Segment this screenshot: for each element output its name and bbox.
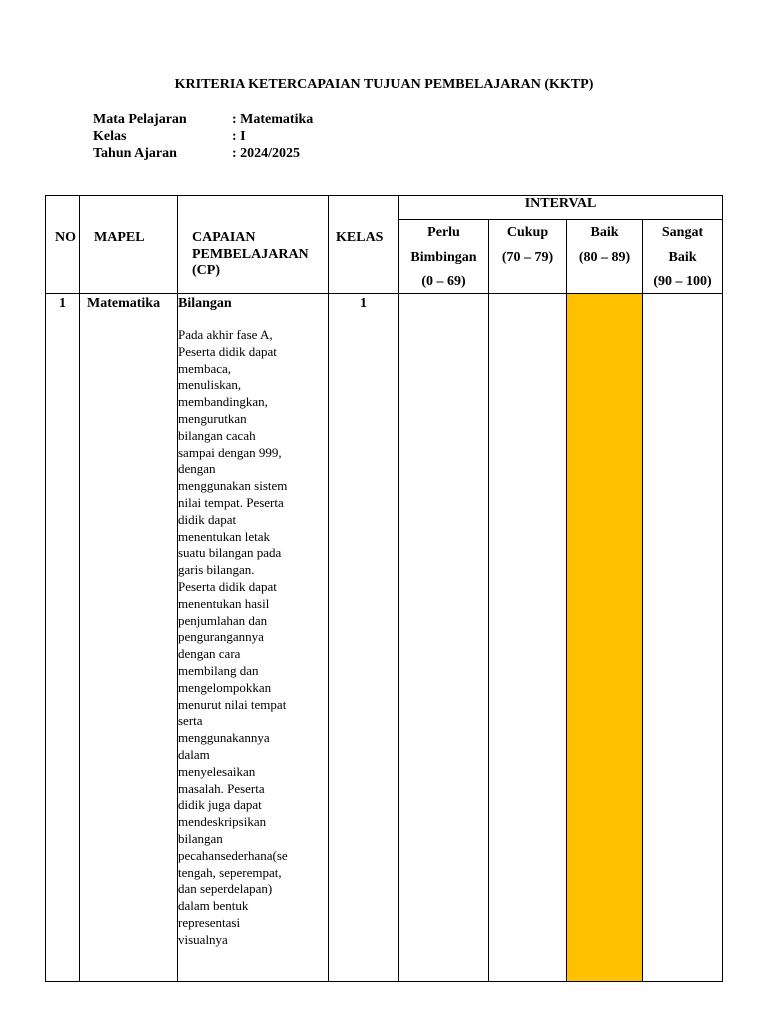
cp-line: menentukan letak [178, 528, 271, 544]
cp-line: visualnya [178, 931, 228, 947]
cp-line: dalam [178, 746, 210, 762]
col-divider [642, 219, 643, 982]
document-title: KRITERIA KETERCAPAIAN TUJUAN PEMBELAJARAN (KKTP) [174, 77, 594, 92]
col-divider [488, 219, 489, 982]
row-mapel: Matematika [87, 296, 161, 311]
cp-line: garis bilangan. [178, 562, 255, 578]
cp-line: representasi [178, 914, 241, 930]
row-cp-description [178, 327, 328, 948]
cp-line: dan seperdelapan) [178, 881, 273, 897]
cp-line: mengelompokkan [178, 679, 272, 695]
cp-line: penjumlahan dan [178, 612, 268, 628]
header-cp-line: PEMBELAJARAN [192, 246, 309, 262]
header-kelas: KELAS [336, 230, 384, 245]
cp-line: didik juga dapat [178, 797, 262, 813]
cp-line: menggunakannya [178, 730, 270, 746]
cp-line: bilangan [178, 830, 223, 846]
cp-line: dalam bentuk [178, 898, 249, 914]
row-no: 1 [59, 296, 66, 311]
table-border-right [722, 195, 723, 982]
header-line: (80 – 89) [578, 249, 631, 265]
cp-line: serta [178, 713, 203, 729]
col-divider [566, 219, 567, 982]
header-line: Cukup [506, 225, 549, 240]
header-mapel: MAPEL [94, 230, 145, 245]
header-sangat-baik [643, 221, 722, 295]
cp-line: dengan cara [178, 646, 241, 662]
cp-line: bilangan cacah [178, 427, 256, 443]
header-line: Sangat [661, 225, 704, 240]
cp-line: menggunakan sistem [178, 478, 288, 494]
meta-label: Mata Pelajaran [93, 112, 187, 127]
cp-line: membandingkan, [178, 394, 268, 410]
row-kelas: 1 [360, 296, 367, 311]
cp-line: menuliskan, [178, 377, 242, 393]
cp-line: mendeskripsikan [178, 814, 267, 830]
header-interval: INTERVAL [524, 196, 597, 211]
cp-line: masalah. Peserta [178, 780, 265, 796]
cp-line: sampai dengan 999, [178, 444, 282, 460]
meta-value: : I [232, 129, 246, 144]
header-line: Baik [668, 249, 697, 265]
cp-line: Peserta didik dapat [178, 343, 277, 359]
col-divider [328, 195, 329, 982]
cp-line: Pada akhir fase A, [178, 327, 273, 342]
header-bottom-border [45, 293, 723, 294]
cp-line: nilai tempat. Peserta [178, 494, 284, 510]
cp-line: didik dapat [178, 511, 237, 527]
header-cp-line: CAPAIAN [192, 230, 256, 245]
cp-line: menentukan hasil [178, 595, 270, 611]
header-no: NO [55, 230, 76, 245]
baik-highlight-cell [567, 294, 642, 982]
header-line: Bimbingan [410, 249, 477, 265]
header-perlu-bimbingan [399, 221, 488, 295]
interval-divider [398, 219, 723, 220]
header-line: (0 – 69) [421, 274, 466, 289]
cp-line: menurut nilai tempat [178, 696, 287, 712]
header-line: Baik [590, 225, 619, 240]
cp-line: tengah, seperempat, [178, 864, 282, 880]
header-line: Perlu [427, 225, 460, 240]
col-divider [79, 195, 80, 982]
header-cp [192, 230, 309, 280]
cp-line: Peserta didik dapat [178, 578, 277, 594]
header-line: (90 – 100) [653, 274, 712, 289]
cp-line: dengan [178, 461, 216, 477]
header-cp-line: (CP) [192, 263, 220, 278]
header-cukup [489, 221, 566, 270]
meta-value: : 2024/2025 [232, 146, 301, 161]
col-divider [398, 195, 399, 982]
cp-line: pengurangannya [178, 629, 264, 645]
header-baik [567, 221, 642, 270]
cp-line: pecahansederhana(se [178, 847, 288, 863]
meta-label: Tahun Ajaran [93, 146, 177, 161]
meta-value: : Matematika [232, 112, 314, 127]
table-border-bottom [45, 981, 723, 982]
cp-line: membaca, [178, 360, 232, 376]
cp-line: menyelesaikan [178, 763, 256, 779]
meta-label: Kelas [93, 129, 127, 144]
header-line: (70 – 79) [501, 249, 554, 265]
table-border-left [45, 195, 46, 982]
cp-line: membilang dan [178, 662, 259, 678]
cp-line: suatu bilangan pada [178, 545, 282, 561]
cp-line: mengurutkan [178, 410, 247, 426]
row-cp-title: Bilangan [178, 296, 232, 311]
